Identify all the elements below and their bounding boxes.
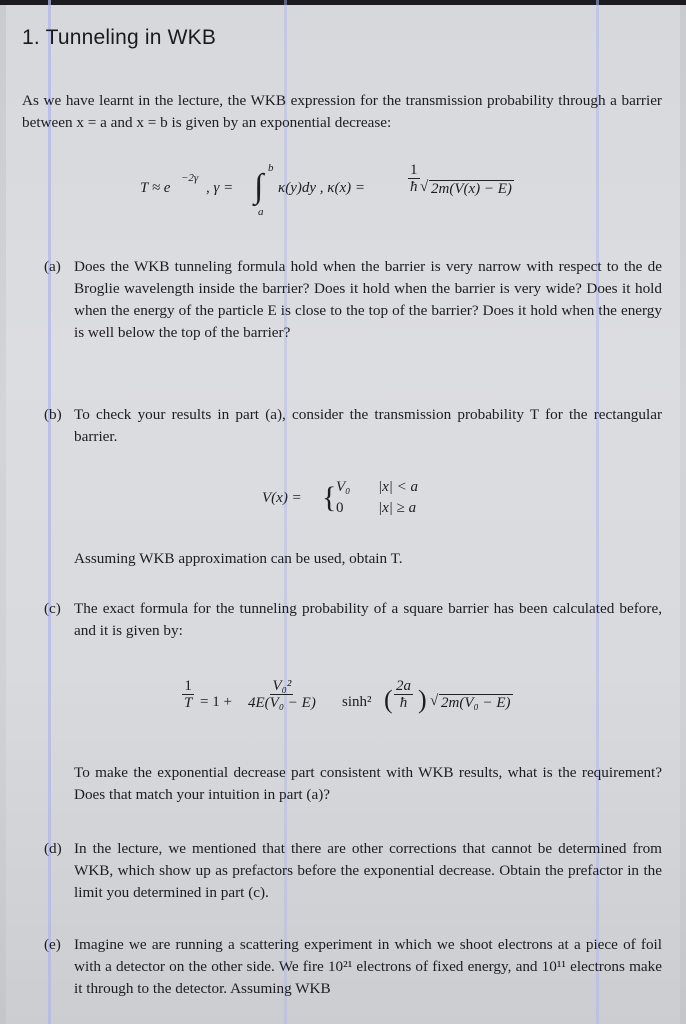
part-a-text: Does the WKB tunneling formula hold when the barrier is very narrow with respect to the de Broglie wavelength inside the barrier? Does it hold when the barrier is very wide? Does it hold when the energy of the particle E is close to the top of the barrier? Does it hold when the energy is well below the top of the barrier? bbox=[74, 258, 662, 341]
page-title: 1. Tunneling in WKB bbox=[22, 26, 217, 49]
part-d-text: In the lecture, we mentioned that there are other corrections that cannot be determined from WKB, which show up as prefactors before the exponential decrease. Obtain the prefactor in the limit you determined in part (c). bbox=[74, 840, 662, 901]
part-e-text: Imagine we are running a scattering experiment in which we shoot electrons at a piece of foil with a detector on the other side. We fire 10²¹ electrons of fixed energy, and 10¹¹ electrons make it through to the detector. Assuming WKB bbox=[74, 936, 662, 997]
part-b-label: (b) bbox=[44, 406, 62, 423]
part-c-label: (c) bbox=[44, 600, 61, 617]
potential-equation: V(x) = { V₀ |x| < a 0 |x| ≥ a bbox=[262, 479, 419, 516]
margin-line bbox=[48, 0, 51, 1024]
exact-transmission-equation: $\frac{1}{T}$ = 1 + $\frac{\text{V₀²}}{\text{4E(V₀ − E)}}$ sinh² ( $\frac{2a}{ħ}$ ) √ 2m(V₀ − E) bbox=[184, 678, 511, 714]
top-edge bbox=[0, 0, 686, 5]
part-e-label: (e) bbox=[44, 936, 61, 953]
part-b-followup: Assuming WKB approximation can be used, obtain T. bbox=[74, 550, 403, 567]
intro-paragraph: As we have learnt in the lecture, the WKB expression for the transmission probability through a barrier between x = a and x = b is given by an exponential decrease: bbox=[22, 92, 662, 131]
part-b-text: To check your results in part (a), consider the transmission probability T for the rectangular barrier. bbox=[74, 406, 662, 445]
part-d-label: (d) bbox=[44, 840, 62, 857]
part-a-label: (a) bbox=[44, 258, 61, 275]
part-c-text: The exact formula for the tunneling probability of a square barrier has been calculated before, and it is given by: bbox=[74, 600, 662, 639]
part-c-followup: To make the exponential decrease part consistent with WKB results, what is the requirement? Does that match your intuition in part (a)? bbox=[74, 764, 662, 803]
wkb-transmission-equation: T ≈ e −2γ , γ = ∫ b a κ(y)dy , κ(x) = $\frac{1}{ħ}$ √ 2m(V(x) − E) bbox=[140, 162, 512, 218]
